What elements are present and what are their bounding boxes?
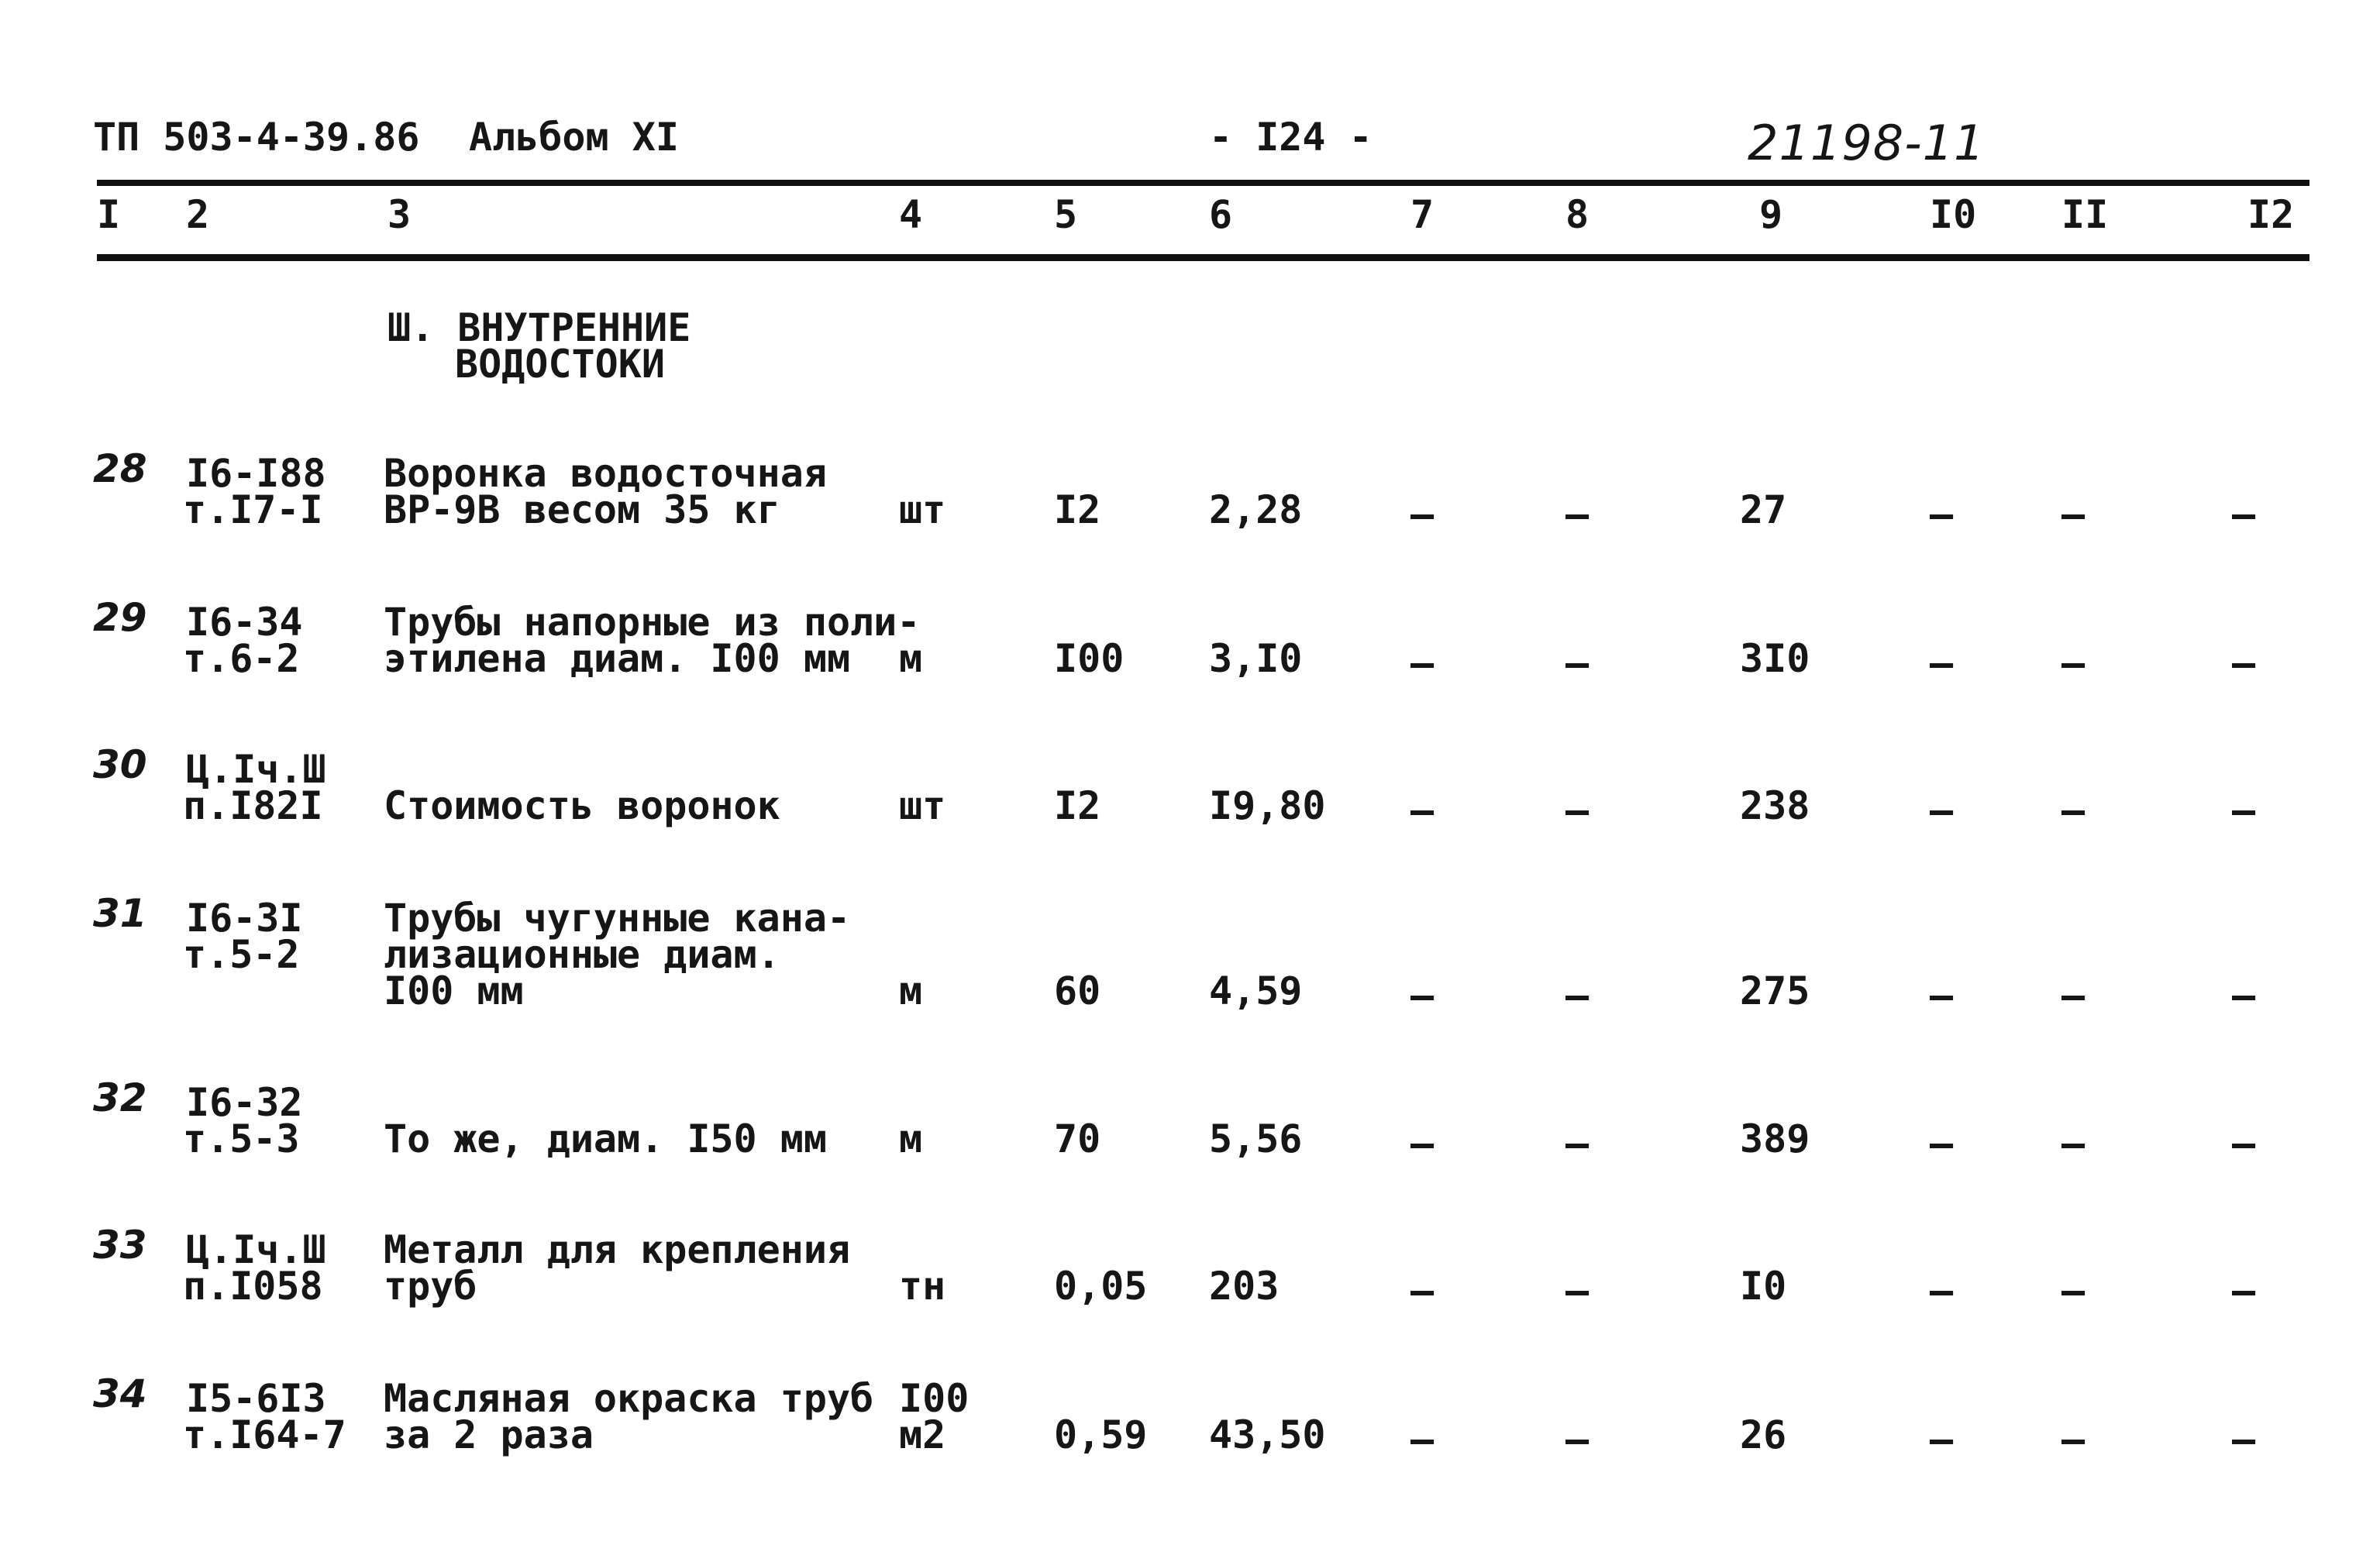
section-title-line2: ВОДОСТОКИ [455,342,665,387]
rate-code: Ц.Iч.Ш [186,1227,326,1272]
total-cost-value: 275 [1740,968,1810,1013]
col11-value: – [2061,1417,2086,1462]
unit-price-value: 203 [1209,1264,1280,1309]
col-header-4: 4 [899,192,923,237]
col8-value: – [1565,1417,1590,1462]
unit-of-measure: м [899,1116,923,1161]
col11-value: – [2061,973,2086,1018]
col12-value: – [2232,788,2256,833]
total-cost-value: 238 [1740,783,1810,828]
item-description: лизационные диам. [384,932,780,977]
rate-code: т.I7-I [183,487,323,532]
rate-code: I6-32 [186,1080,303,1125]
item-description: труб [384,1264,477,1309]
col-header-12: I2 [2247,192,2295,237]
col-header-1: I [97,192,121,237]
item-description: Стоимость воронок [384,783,780,828]
rate-code: т.6-2 [183,636,300,681]
col8-value: – [1565,492,1590,537]
quantity-value: 0,59 [1054,1412,1148,1457]
col-header-9: 9 [1759,192,1783,237]
col11-value: – [2061,1268,2086,1313]
col10-value: – [1930,1121,1954,1166]
section-title-line1: Ш. ВНУТРЕННИЕ [387,305,691,350]
col7-value: – [1410,641,1435,686]
quantity-value: 70 [1054,1116,1101,1161]
item-description: То же, диам. I50 мм [384,1116,827,1161]
col12-value: – [2232,1417,2256,1462]
col12-value: – [2232,492,2256,537]
rate-code: т.5-3 [183,1116,300,1161]
col12-value: – [2232,1121,2256,1166]
header-bottom-rule [97,254,2309,261]
item-description: Масляная окраска труб [384,1376,874,1421]
unit-price-value: 3,I0 [1209,636,1303,681]
col8-value: – [1565,641,1590,686]
rate-code: I6-I88 [186,451,326,496]
col12-value: – [2232,1268,2256,1313]
row-number: 31 [93,891,147,936]
rate-code: Ц.Iч.Ш [186,747,326,792]
total-cost-value: I0 [1740,1264,1787,1309]
col11-value: – [2061,788,2086,833]
unit-price-value: I9,80 [1209,783,1326,828]
col10-value: – [1930,641,1954,686]
page-number: - I24 - [1209,115,1373,160]
unit-price-value: 43,50 [1209,1412,1326,1457]
col11-value: – [2061,492,2086,537]
item-description: за 2 раза [384,1412,594,1457]
total-cost-value: 3I0 [1740,636,1810,681]
rate-code: п.I82I [183,783,323,828]
unit-price-value: 2,28 [1209,487,1303,532]
col12-value: – [2232,973,2256,1018]
col11-value: – [2061,1121,2086,1166]
item-description: ВР-9В весом 35 кг [384,487,780,532]
row-number: 28 [93,446,147,491]
col11-value: – [2061,641,2086,686]
col10-value: – [1930,973,1954,1018]
col10-value: – [1930,492,1954,537]
unit-of-measure: шт [899,783,946,828]
col-header-2: 2 [186,192,210,237]
col10-value: – [1930,788,1954,833]
col8-value: – [1565,1121,1590,1166]
unit-of-measure: м [899,968,923,1013]
doc-code: ТП 503-4-39.86 [93,115,420,160]
rate-code: т.5-2 [183,932,300,977]
document-stamp-number: 21198-11 [1748,115,1986,171]
unit-of-measure: м [899,636,923,681]
rate-code: п.I058 [183,1264,323,1309]
item-description: этилена диам. I00 мм [384,636,851,681]
item-description: Металл для крепления [384,1227,851,1272]
col-header-3: 3 [387,192,412,237]
header-top-rule [97,180,2309,186]
album-label: Альбом XI [469,115,679,160]
unit-of-measure: шт [899,487,946,532]
row-number: 29 [93,595,147,640]
col8-value: – [1565,788,1590,833]
row-number: 34 [93,1371,147,1416]
quantity-value: 0,05 [1054,1264,1148,1309]
col-header-11: II [2061,192,2109,237]
col12-value: – [2232,641,2256,686]
quantity-value: I2 [1054,487,1101,532]
row-number: 30 [93,742,147,787]
item-description: Трубы чугунные кана- [384,896,851,941]
total-cost-value: 26 [1740,1412,1787,1457]
unit-of-measure: тн [899,1264,946,1309]
rate-code: т.I64-7 [183,1412,346,1457]
col7-value: – [1410,492,1435,537]
col-header-5: 5 [1054,192,1078,237]
rate-code: I5-6I3 [186,1376,326,1421]
item-description: I00 мм [384,968,524,1013]
col-header-6: 6 [1209,192,1233,237]
total-cost-value: 389 [1740,1116,1810,1161]
col10-value: – [1930,1417,1954,1462]
col-header-8: 8 [1565,192,1590,237]
quantity-value: 60 [1054,968,1101,1013]
col-header-7: 7 [1410,192,1435,237]
quantity-value: I2 [1054,783,1101,828]
col8-value: – [1565,1268,1590,1313]
col7-value: – [1410,788,1435,833]
unit-of-measure: м2 [899,1412,946,1457]
total-cost-value: 27 [1740,487,1787,532]
quantity-value: I00 [1054,636,1125,681]
col-header-10: I0 [1930,192,1977,237]
unit-price-value: 4,59 [1209,968,1303,1013]
col8-value: – [1565,973,1590,1018]
unit-price-value: 5,56 [1209,1116,1303,1161]
col7-value: – [1410,973,1435,1018]
row-number: 32 [93,1075,147,1120]
item-description: Воронка водосточная [384,451,827,496]
col7-value: – [1410,1417,1435,1462]
row-number: 33 [93,1223,147,1268]
item-description: Трубы напорные из поли- [384,600,921,645]
rate-code: I6-3I [186,896,303,941]
rate-code: I6-34 [186,600,303,645]
col7-value: – [1410,1268,1435,1313]
col7-value: – [1410,1121,1435,1166]
col10-value: – [1930,1268,1954,1313]
unit-of-measure: I00 [899,1376,970,1421]
